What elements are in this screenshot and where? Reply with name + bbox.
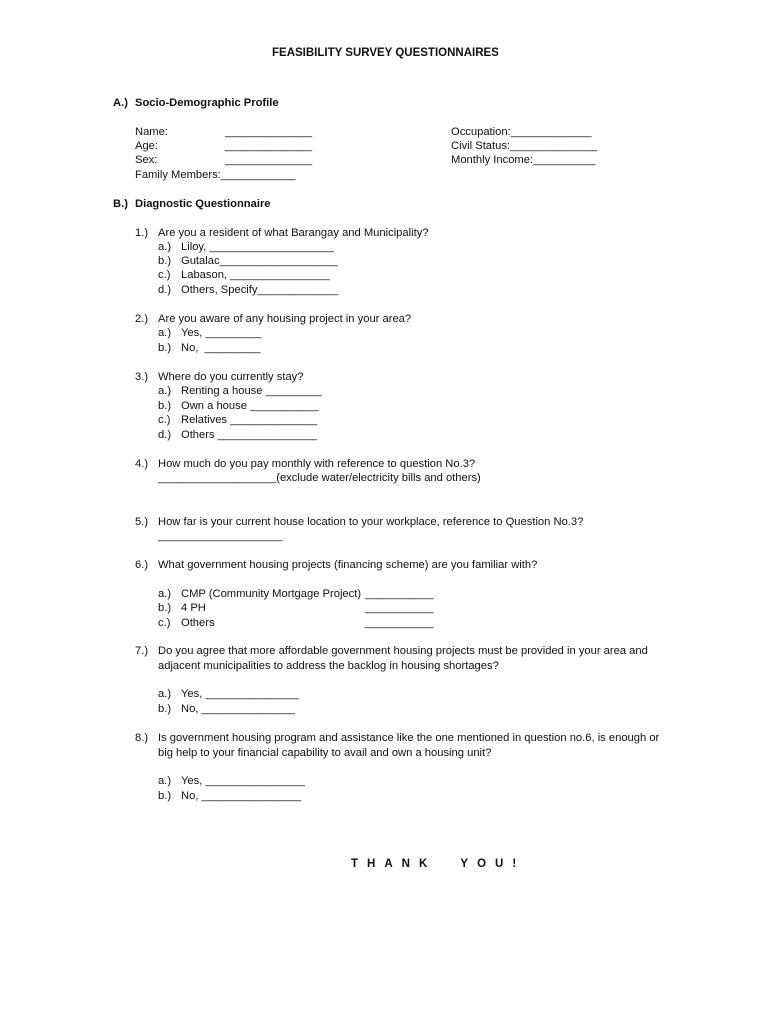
q3-option-d[interactable]: Others ________________ bbox=[181, 429, 318, 441]
q6-option-b-field[interactable]: ___________ bbox=[365, 602, 434, 614]
question-number: 7.) bbox=[135, 645, 149, 657]
question-2-text: Are you aware of any housing project in your area? bbox=[158, 313, 412, 325]
q1-option-a[interactable]: Liloy, ____________________ bbox=[181, 241, 334, 253]
option-letter: c.) bbox=[158, 269, 171, 281]
option-letter: b.) bbox=[158, 255, 172, 267]
q8-option-a[interactable]: Yes, ________________ bbox=[181, 775, 306, 787]
q7-option-a[interactable]: Yes, _______________ bbox=[181, 688, 299, 700]
sex-label: Sex: bbox=[135, 154, 158, 166]
q6-option-a-label: CMP (Community Mortgage Project) bbox=[181, 588, 362, 600]
question-number: 3.) bbox=[135, 371, 149, 383]
q6-option-c-label: Others bbox=[181, 617, 215, 629]
q4-answer-field[interactable]: ___________________(exclude water/electricity bills and others) bbox=[158, 472, 481, 484]
civil-status-field[interactable]: Civil Status:______________ bbox=[451, 140, 598, 152]
option-letter: a.) bbox=[158, 775, 172, 787]
question-8-text-line2: big help to your financial capability to avail and own a housing unit? bbox=[158, 747, 492, 759]
document-title: FEASIBILITY SURVEY QUESTIONNAIRES bbox=[272, 47, 499, 59]
q5-answer-field[interactable]: ____________________ bbox=[158, 530, 283, 542]
option-letter: b.) bbox=[158, 400, 172, 412]
question-7-text-line1: Do you agree that more affordable government housing projects must be provided in your area and bbox=[158, 645, 648, 657]
age-label: Age: bbox=[135, 140, 159, 152]
question-4-text: How much do you pay monthly with reference to question No.3? bbox=[158, 458, 476, 470]
option-letter: a.) bbox=[158, 327, 172, 339]
q6-option-a-field[interactable]: ___________ bbox=[365, 588, 434, 600]
question-3-text: Where do you currently stay? bbox=[158, 371, 304, 383]
question-7-text-line2: adjacent municipalities to address the backlog in housing shortages? bbox=[158, 660, 499, 672]
q7-option-b[interactable]: No, _______________ bbox=[181, 703, 295, 715]
monthly-income-field[interactable]: Monthly Income:__________ bbox=[451, 154, 596, 166]
question-number: 8.) bbox=[135, 732, 149, 744]
option-letter: b.) bbox=[158, 703, 172, 715]
q3-option-c[interactable]: Relatives ______________ bbox=[181, 414, 318, 426]
question-number: 2.) bbox=[135, 313, 149, 325]
thank-you-footer: THANK YOU! bbox=[351, 858, 526, 870]
option-letter: d.) bbox=[158, 429, 172, 441]
question-number: 5.) bbox=[135, 516, 149, 528]
question-5-text: How far is your current house location to your workplace, reference to Question No.3? bbox=[158, 516, 584, 528]
q8-option-b[interactable]: No, ________________ bbox=[181, 790, 302, 802]
q2-option-a[interactable]: Yes, _________ bbox=[181, 327, 262, 339]
option-letter: c.) bbox=[158, 414, 171, 426]
option-letter: b.) bbox=[158, 790, 172, 802]
q2-option-b[interactable]: No, _________ bbox=[181, 342, 261, 354]
question-number: 1.) bbox=[135, 227, 149, 239]
name-field[interactable]: ______________ bbox=[225, 126, 313, 138]
q6-option-c-field[interactable]: ___________ bbox=[365, 617, 434, 629]
q3-option-a[interactable]: Renting a house _________ bbox=[181, 385, 322, 397]
age-field[interactable]: ______________ bbox=[225, 140, 313, 152]
question-1-text: Are you a resident of what Barangay and Municipality? bbox=[158, 227, 429, 239]
option-letter: a.) bbox=[158, 385, 172, 397]
section-b-heading: Diagnostic Questionnaire bbox=[135, 198, 271, 210]
question-8-text-line1: Is government housing program and assistance like the one mentioned in question no.6, is enough or bbox=[158, 732, 660, 744]
sex-field[interactable]: ______________ bbox=[225, 154, 313, 166]
family-members-field[interactable]: Family Members:____________ bbox=[135, 169, 296, 181]
q3-option-b[interactable]: Own a house ___________ bbox=[181, 400, 319, 412]
option-letter: d.) bbox=[158, 284, 172, 296]
option-letter: a.) bbox=[158, 241, 172, 253]
option-letter: b.) bbox=[158, 342, 172, 354]
section-b-number: B.) bbox=[113, 198, 128, 210]
q1-option-c[interactable]: Labason, ________________ bbox=[181, 269, 330, 281]
option-letter: a.) bbox=[158, 688, 172, 700]
section-a-number: A.) bbox=[113, 97, 128, 109]
question-6-text: What government housing projects (financing scheme) are you familiar with? bbox=[158, 559, 538, 571]
question-number: 6.) bbox=[135, 559, 149, 571]
q6-option-b-label: 4 PH bbox=[181, 602, 206, 614]
section-a-heading: Socio-Demographic Profile bbox=[135, 97, 279, 109]
option-letter: b.) bbox=[158, 602, 172, 614]
question-number: 4.) bbox=[135, 458, 149, 470]
name-label: Name: bbox=[135, 126, 168, 138]
q1-option-d[interactable]: Others, Specify_____________ bbox=[181, 284, 339, 296]
q1-option-b[interactable]: Gutalac___________________ bbox=[181, 255, 338, 267]
option-letter: c.) bbox=[158, 617, 171, 629]
occupation-field[interactable]: Occupation:_____________ bbox=[451, 126, 592, 138]
option-letter: a.) bbox=[158, 588, 172, 600]
